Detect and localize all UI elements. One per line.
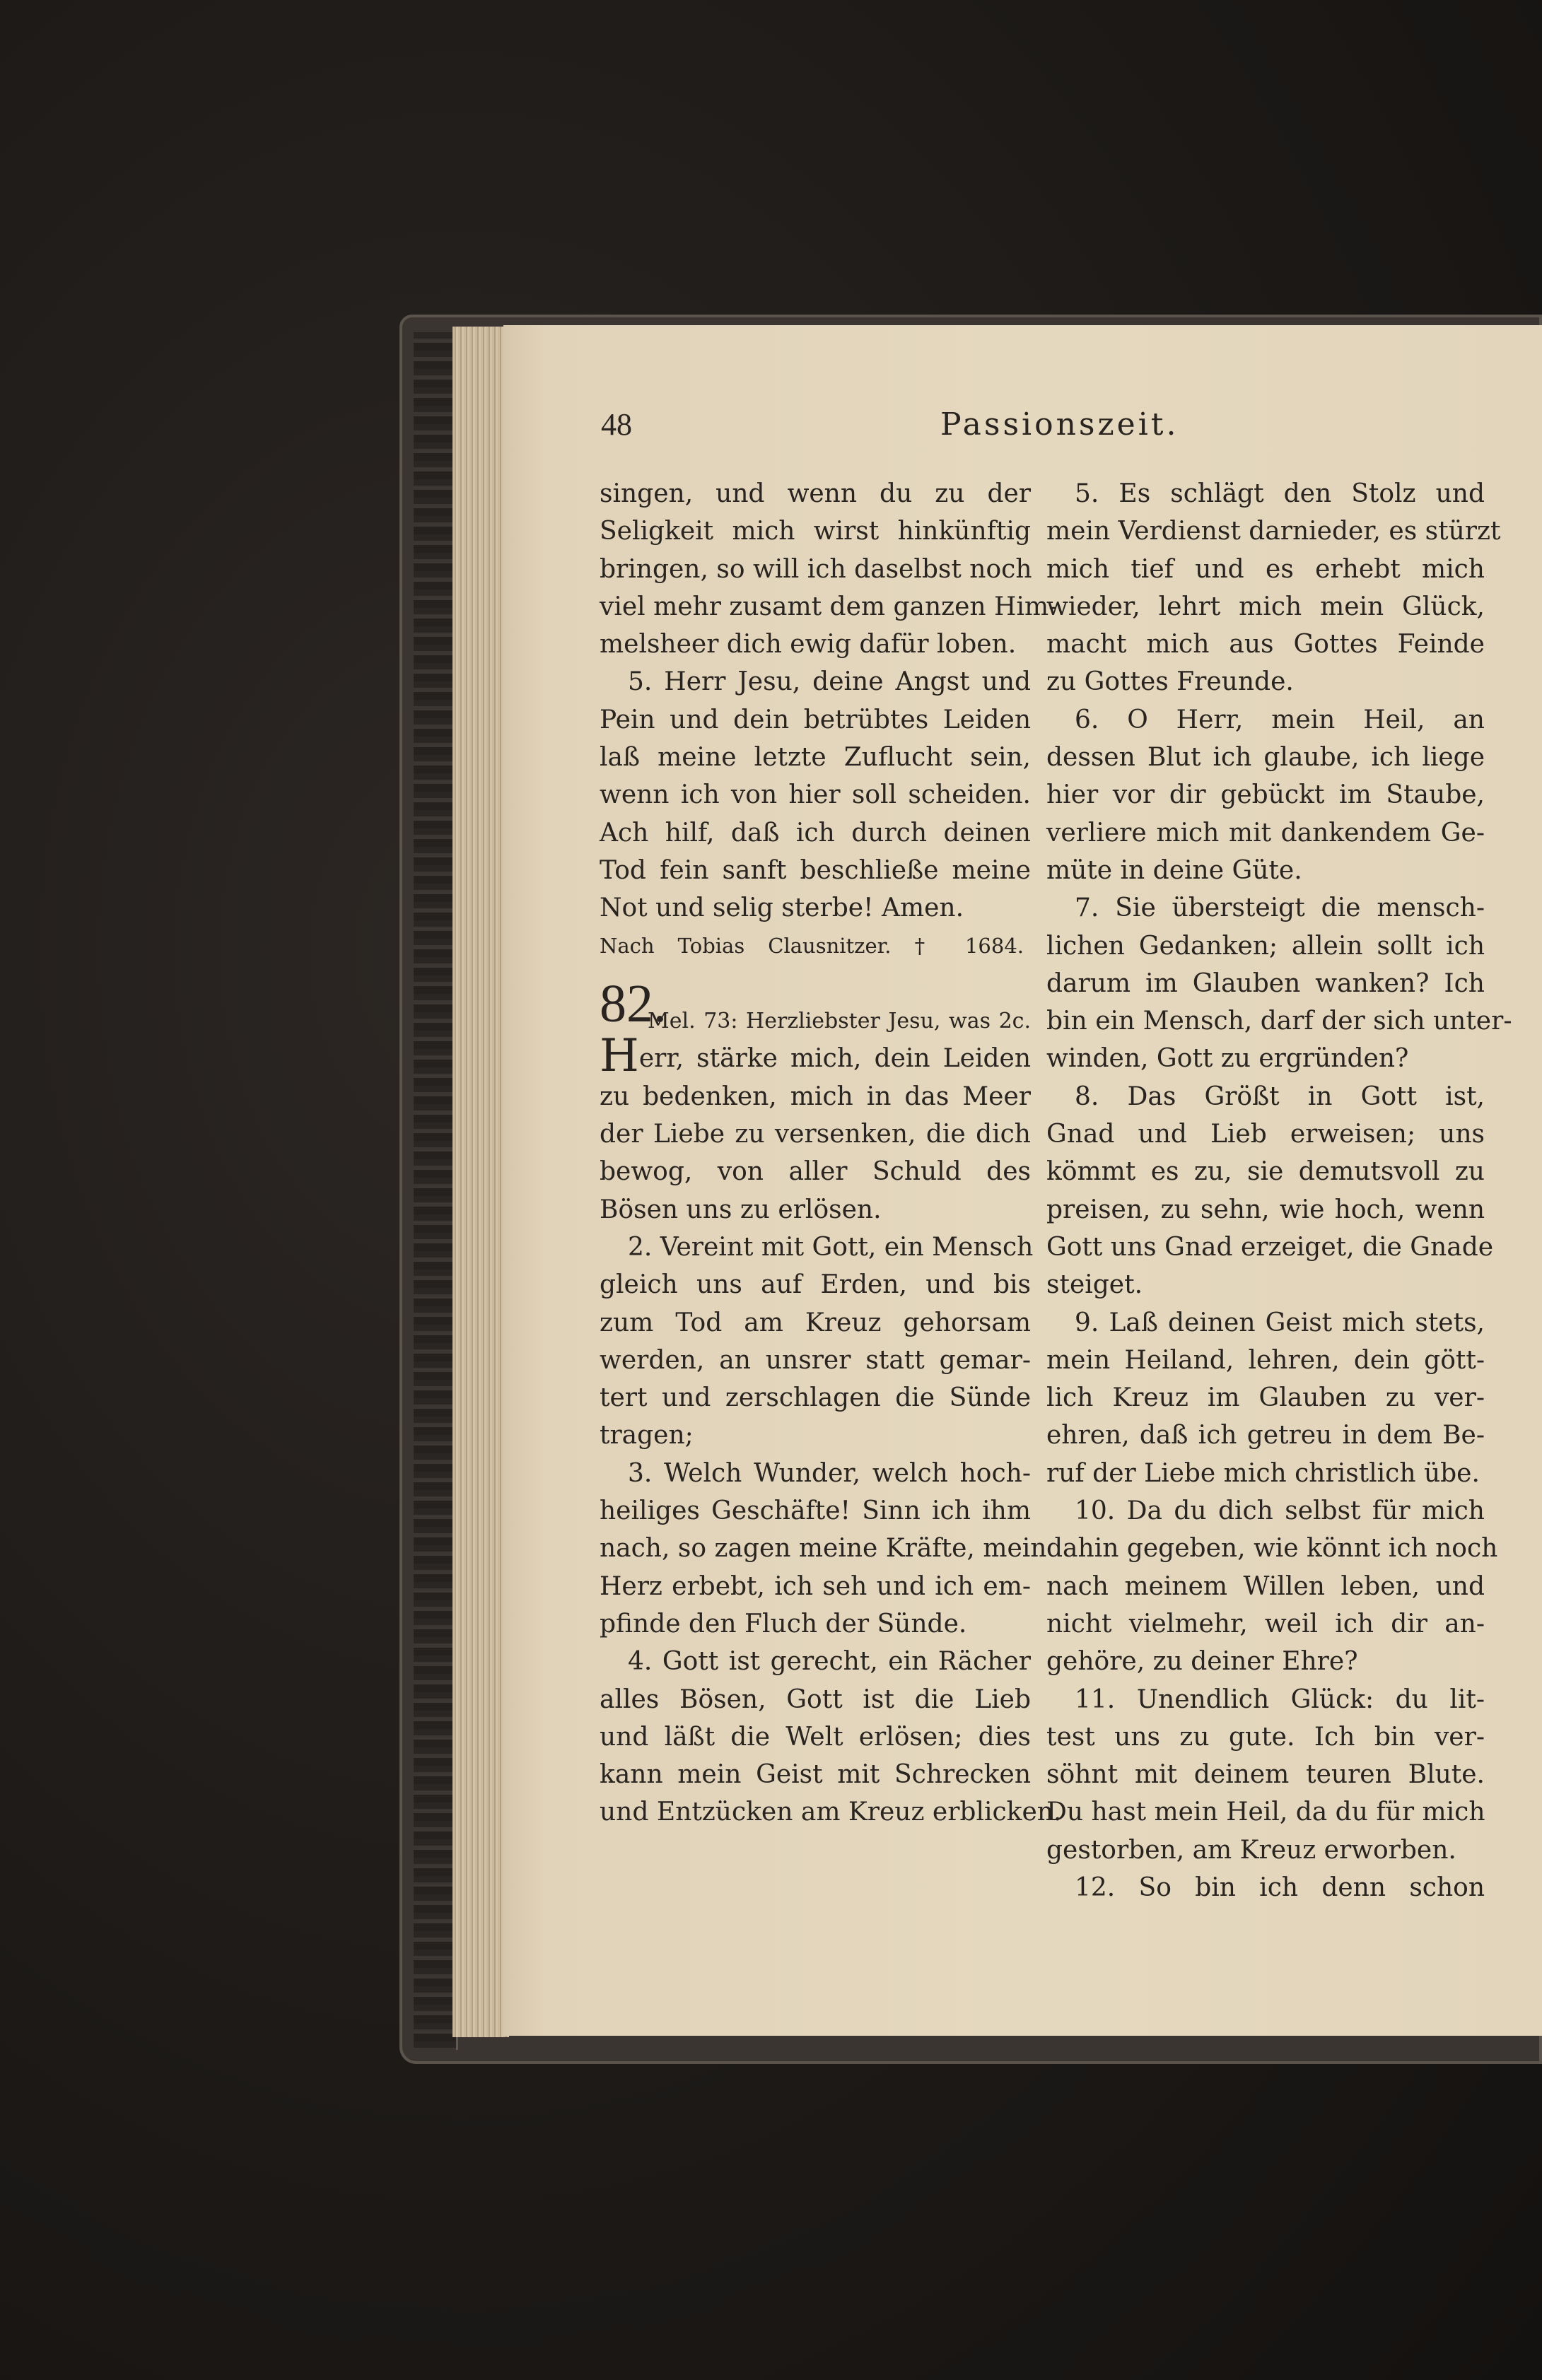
verse-start: 8. Das Größt in Gott ist, <box>1075 1081 1485 1111</box>
verse-start: 4. Gott ist gerecht, ein Rächer <box>628 1647 1031 1677</box>
text-line: pfinde den Fluch der Sünde. <box>600 1609 967 1639</box>
text-line: laß meine letzte Zuflucht sein, <box>600 743 1031 773</box>
text-line: müte in deine Güte. <box>1046 855 1302 885</box>
page-header <box>601 406 1520 456</box>
text-line: ehren, daß ich getreu in dem Be- <box>1046 1421 1485 1450</box>
text-line: gestorben, am Kreuz erworben. <box>1046 1835 1456 1865</box>
text-line: mich tief und es erhebt mich <box>1046 554 1485 584</box>
text-line: nicht vielmehr, weil ich dir an- <box>1046 1609 1485 1639</box>
text-line: der Liebe zu versenken, die dich <box>600 1120 1031 1149</box>
verse-start: 10. Da du dich selbst für mich <box>1075 1496 1485 1526</box>
text-line: Bösen uns zu erlösen. <box>600 1195 882 1224</box>
text-line: verliere mich mit dankendem Ge- <box>1046 818 1485 848</box>
text-line: ruf der Liebe mich christlich übe. <box>1046 1458 1480 1488</box>
first-line <box>600 1030 1031 1083</box>
text-line: bewog, von aller Schuld des <box>600 1157 1031 1187</box>
text-line: Seligkeit mich wirst hinkünftig <box>600 517 1031 546</box>
verse-start: 6. O Herr, mein Heil, an <box>1075 705 1485 734</box>
text-line: steiget. <box>1046 1270 1143 1300</box>
text-line: zum Tod am Kreuz gehorsam <box>600 1308 1031 1337</box>
page-edges <box>452 327 509 2037</box>
verse-start: 12. So bin ich denn schon <box>1075 1872 1485 1902</box>
text-line: singen, und wenn du zu der <box>600 479 1031 508</box>
text-line: dessen Blut ich glaube, ich liege <box>1046 743 1485 773</box>
text-line: macht mich aus Gottes Feinde <box>1046 630 1485 660</box>
text-line: melsheer dich ewig dafür loben. <box>600 630 1017 660</box>
text-line: mein Heiland, lehren, dein gött- <box>1046 1345 1485 1375</box>
text-line: wieder, lehrt mich mein Glück, <box>1046 592 1485 621</box>
text-line: zu bedenken, mich in das Meer <box>600 1081 1031 1111</box>
text-line: Gott uns Gnad erzeiget, die Gnade <box>1046 1232 1494 1262</box>
verse-start: 2. Vereint mit Gott, ein Mensch <box>628 1232 1034 1262</box>
drop-cap: H <box>600 1030 639 1083</box>
text-line: Not und selig sterbe! Amen. <box>600 893 964 923</box>
text-line: Pein und dein betrübtes Leiden <box>600 705 1031 734</box>
verse-start: 11. Unendlich Glück: du lit- <box>1075 1684 1485 1714</box>
text-line: dahin gegeben, wie könnt ich noch <box>1046 1534 1498 1564</box>
verse-start: 9. Laß deinen Geist mich stets, <box>1075 1308 1485 1337</box>
verse-start: 7. Sie übersteigt die mensch- <box>1075 893 1485 923</box>
left-column <box>600 475 1062 1831</box>
verse-start: 3. Welch Wunder, welch hoch- <box>628 1458 1031 1488</box>
text-line: Gnad und Lieb erweisen; uns <box>1046 1120 1485 1149</box>
text-line: kann mein Geist mit Schrecken <box>600 1760 1031 1790</box>
right-column <box>1046 475 1512 1906</box>
text-line: zu Gottes Freunde. <box>1046 667 1294 697</box>
attribution: Nach Tobias Clausnitzer. † 1684. <box>600 933 1024 958</box>
text-line: alles Bösen, Gott ist die Lieb <box>600 1684 1031 1714</box>
text-line: winden, Gott zu ergründen? <box>1046 1044 1409 1074</box>
text-line: Herz erbebt, ich seh und ich em- <box>600 1571 1031 1601</box>
verse-start: 5. Herr Jesu, deine Angst und <box>628 667 1031 697</box>
text-line: viel mehr zusamt dem ganzen Him- <box>600 592 1058 621</box>
text-line: lich Kreuz im Glauben zu ver- <box>1046 1383 1485 1413</box>
text-line: Du hast mein Heil, da du für mich <box>1046 1798 1485 1827</box>
hymn-number: 82. <box>600 973 667 1033</box>
text-line: und läßt die Welt erlösen; dies <box>600 1722 1031 1752</box>
first-line-text: err, stärke mich, dein Leiden <box>638 1044 1031 1074</box>
text-line: gleich uns auf Erden, und bis <box>600 1270 1031 1300</box>
running-head: Passionszeit. <box>940 406 1179 442</box>
text-line: preisen, zu sehn, wie hoch, wenn <box>1046 1195 1485 1224</box>
text-line: mein Verdienst darnieder, es stürzt <box>1046 517 1501 546</box>
text-line: nach meinem Willen leben, und <box>1046 1571 1485 1601</box>
text-line: heiliges Geschäfte! Sinn ich ihm <box>600 1496 1031 1526</box>
text-line: test uns zu gute. Ich bin ver- <box>1046 1722 1485 1752</box>
text-line: lichen Gedanken; allein sollt ich <box>1046 931 1485 961</box>
text-line: Ach hilf, daß ich durch deinen <box>600 818 1031 848</box>
text-line: bin ein Mensch, darf der sich unter- <box>1046 1007 1512 1036</box>
page-number: 48 <box>601 407 632 442</box>
text-line: söhnt mit deinem teuren Blute. <box>1046 1760 1485 1790</box>
text-line: werden, an unsrer statt gemar- <box>600 1345 1031 1375</box>
verse-start: 5. Es schlägt den Stolz und <box>1075 479 1485 508</box>
text-line: tert und zerschlagen die Sünde <box>600 1383 1031 1413</box>
text-line: kömmt es zu, sie demutsvoll zu <box>1046 1157 1485 1187</box>
text-line: bringen, so will ich daselbst noch <box>600 554 1032 584</box>
text-line: hier vor dir gebückt im Staube, <box>1046 780 1485 810</box>
text-line: Tod fein sanft beschließe meine <box>600 855 1031 885</box>
text-line: darum im Glauben wanken? Ich <box>1046 968 1485 998</box>
text-line: gehöre, zu deiner Ehre? <box>1046 1647 1358 1677</box>
text-line: und Entzücken am Kreuz erblicken. <box>600 1798 1062 1827</box>
text-line: tragen; <box>600 1421 694 1450</box>
melody-line: Mel. 73: Herzliebster Jesu, was 2c. <box>648 1009 1031 1034</box>
book-spine <box>414 332 458 2050</box>
text-line: nach, so zagen meine Kräfte, mein <box>600 1534 1047 1564</box>
text-line: wenn ich von hier soll scheiden. <box>600 780 1031 810</box>
